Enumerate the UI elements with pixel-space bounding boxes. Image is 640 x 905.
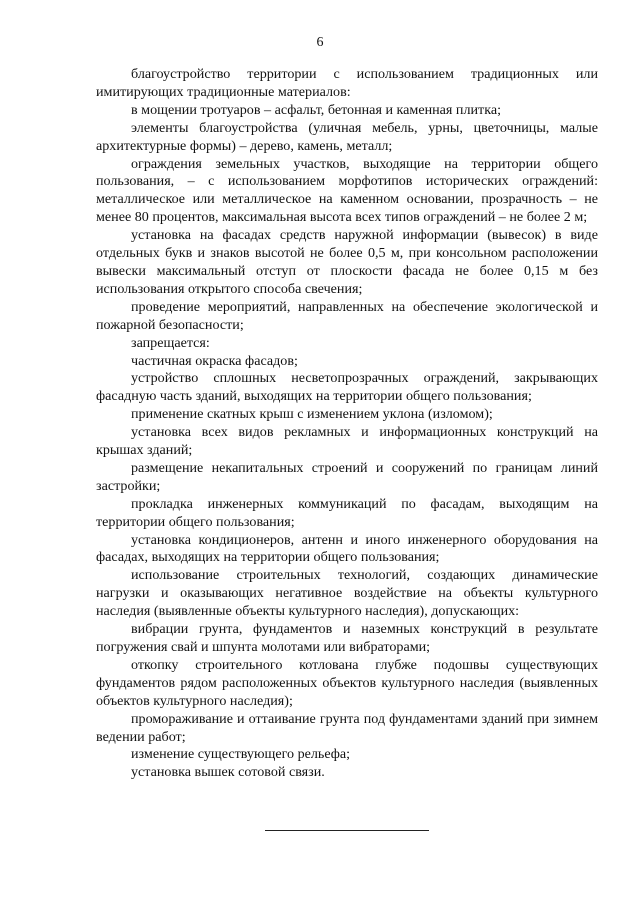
closing-rule [265, 830, 429, 831]
paragraph: применение скатных крыш с изменением уклона (изломом); [131, 406, 493, 423]
paragraph: элементы благоустройства (уличная мебель, урны, цветочницы, малые архитектурные формы) – дерево, камень, металл; [96, 119, 598, 154]
document-body [96, 66, 598, 782]
paragraph: в мощении тротуаров – асфальт, бетонная и каменная плитка; [131, 101, 502, 118]
paragraph: устройство сплошных несветопрозрачных ограждений, закрывающих фасадную часть зданий, выходящих на территории общего пользования; [96, 370, 598, 405]
paragraph: установка всех видов рекламных и информационных конструкций на крышах зданий; [96, 424, 598, 459]
paragraph: запрещается: [131, 334, 210, 351]
paragraph: промораживание и оттаивание грунта под фундаментами зданий при зимнем ведении работ; [96, 710, 598, 745]
paragraph: прокладка инженерных коммуникаций по фасадам, выходящим на территории общего пользования; [96, 495, 598, 530]
paragraph: проведение мероприятий, направленных на обеспечение экологической и пожарной безопасности; [96, 298, 598, 333]
paragraph: откопку строительного котлована глубже подошвы существующих фундаментов рядом расположенных объектов культурного наследия (выявленных объектов культурного наследия); [96, 656, 598, 709]
paragraph: использование строительных технологий, создающих динамические нагрузки и оказывающих негативное воздействие на объекты культурного наследия (выявленные объекты культурного наследия), допускающих: [96, 567, 598, 620]
paragraph: вибрации грунта, фундаментов и наземных конструкций в результате погружения свай и шпунта молотами или вибраторами; [96, 621, 598, 655]
paragraph: установка на фасадах средств наружной информации (вывесок) в виде отдельных букв и знаков высотой не более 0,5 м, при консольном расположении вывески максимальный отступ от плоскости фасада не более 0,15 м без использования открытого способа свечения; [96, 227, 598, 297]
paragraph: размещение некапитальных строений и сооружений по границам линий застройки; [96, 459, 598, 494]
paragraph: благоустройство территории с использованием традиционных или имитирующих традиционные материалов: [96, 66, 598, 100]
paragraph: частичная окраска фасадов; [131, 352, 298, 369]
page-number: 6 [316, 35, 324, 50]
paragraph: установка вышек сотовой связи. [131, 764, 325, 781]
paragraph: установка кондиционеров, антенн и иного инженерного оборудования на фасадах, выходящих на территории общего пользования; [96, 531, 598, 566]
paragraph: изменение существующего рельефа; [131, 746, 351, 763]
paragraph: ограждения земельных участков, выходящие на территории общего пользования, – с использованием морфотипов исторических ограждений: металлическое или металлическое на каменном основании, прозрачность – не менее 80 процентов, максимальная высота всех типов ограждений – не более 2 м; [96, 155, 598, 226]
